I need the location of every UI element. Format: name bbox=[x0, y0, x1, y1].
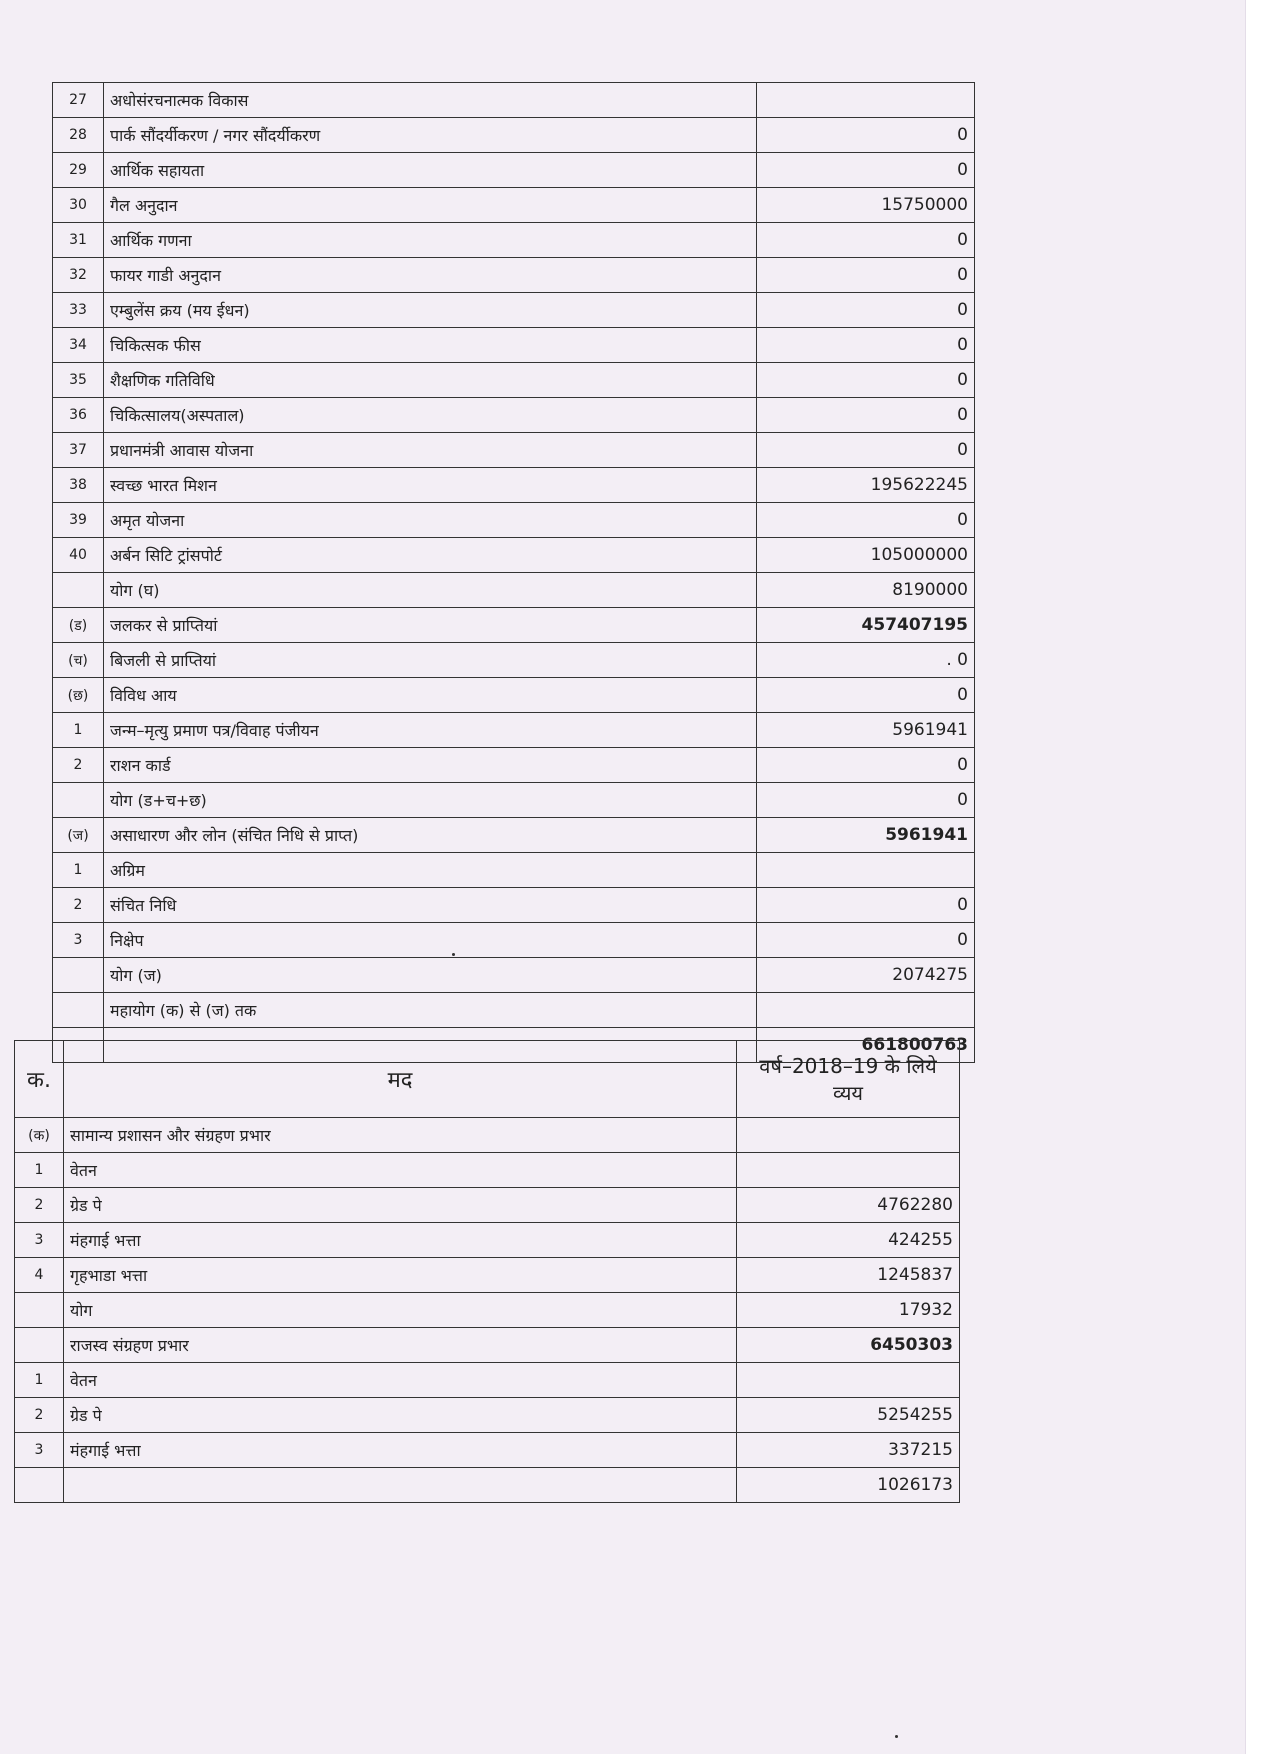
row-amount: 6450303 bbox=[737, 1328, 960, 1363]
row-serial bbox=[53, 993, 104, 1028]
row-amount bbox=[737, 1363, 960, 1398]
row-serial bbox=[15, 1328, 64, 1363]
row-serial: 38 bbox=[53, 468, 104, 503]
row-amount: 1245837 bbox=[737, 1258, 960, 1293]
row-amount: 0 bbox=[757, 503, 975, 538]
row-amount: 0 bbox=[757, 153, 975, 188]
table-row bbox=[15, 1293, 960, 1328]
row-serial: (क) bbox=[15, 1118, 64, 1153]
row-serial: 2 bbox=[15, 1398, 64, 1433]
scan-speck bbox=[895, 1735, 898, 1738]
row-serial: 3 bbox=[15, 1223, 64, 1258]
header-expense-year: वर्ष–2018–19 के लिये व्यय bbox=[737, 1041, 960, 1118]
row-serial: 29 bbox=[53, 153, 104, 188]
table-row bbox=[53, 643, 975, 678]
row-amount: 195622245 bbox=[757, 468, 975, 503]
table-row bbox=[53, 328, 975, 363]
row-amount: 17932 bbox=[737, 1293, 960, 1328]
row-amount: 8190000 bbox=[757, 573, 975, 608]
table-row bbox=[15, 1118, 960, 1153]
row-item: जन्म–मृत्यु प्रमाण पत्र/विवाह पंजीयन bbox=[104, 713, 757, 748]
row-amount: 457407195 bbox=[757, 608, 975, 643]
row-item: योग (घ) bbox=[104, 573, 757, 608]
row-serial: 2 bbox=[53, 748, 104, 783]
row-item: आर्थिक गणना bbox=[104, 223, 757, 258]
row-amount: 15750000 bbox=[757, 188, 975, 223]
table-row bbox=[15, 1258, 960, 1293]
table-row bbox=[53, 818, 975, 853]
row-item: आर्थिक सहायता bbox=[104, 153, 757, 188]
row-item: शैक्षणिक गतिविधि bbox=[104, 363, 757, 398]
table-row bbox=[53, 153, 975, 188]
row-serial: (छ) bbox=[53, 678, 104, 713]
row-item: चिकित्सालय(अस्पताल) bbox=[104, 398, 757, 433]
row-serial: 39 bbox=[53, 503, 104, 538]
row-amount: 0 bbox=[757, 363, 975, 398]
table-row bbox=[53, 608, 975, 643]
row-item: योग (ड+च+छ) bbox=[104, 783, 757, 818]
row-item: मंहगाई भत्ता bbox=[64, 1433, 737, 1468]
row-serial bbox=[53, 573, 104, 608]
header-row bbox=[15, 1041, 960, 1118]
table-row bbox=[53, 398, 975, 433]
scan-speck bbox=[452, 953, 455, 956]
table-row bbox=[53, 783, 975, 818]
row-amount: 5961941 bbox=[757, 818, 975, 853]
row-serial: (ज) bbox=[53, 818, 104, 853]
table-row bbox=[53, 993, 975, 1028]
table-row bbox=[53, 188, 975, 223]
row-amount: 5961941 bbox=[757, 713, 975, 748]
row-item: ग्रेड पे bbox=[64, 1188, 737, 1223]
table-row bbox=[53, 573, 975, 608]
row-item: सामान्य प्रशासन और संग्रहण प्रभार bbox=[64, 1118, 737, 1153]
row-item: वेतन bbox=[64, 1363, 737, 1398]
row-item: चिकित्सक फीस bbox=[104, 328, 757, 363]
row-serial: (ड) bbox=[53, 608, 104, 643]
table-row bbox=[15, 1153, 960, 1188]
table-row bbox=[53, 83, 975, 118]
row-amount: 0 bbox=[757, 118, 975, 153]
row-serial bbox=[15, 1293, 64, 1328]
table-row bbox=[15, 1468, 960, 1503]
table-row bbox=[53, 853, 975, 888]
table-row bbox=[53, 503, 975, 538]
row-amount bbox=[737, 1153, 960, 1188]
row-item: स्वच्छ भारत मिशन bbox=[104, 468, 757, 503]
row-amount: 661800763 bbox=[757, 1028, 975, 1063]
table-row bbox=[53, 713, 975, 748]
row-item: असाधारण और लोन (संचित निधि से प्राप्त) bbox=[104, 818, 757, 853]
row-item: बिजली से प्राप्तियां bbox=[104, 643, 757, 678]
row-serial: 37 bbox=[53, 433, 104, 468]
row-amount: 0 bbox=[757, 258, 975, 293]
row-serial: 33 bbox=[53, 293, 104, 328]
row-item: राशन कार्ड bbox=[104, 748, 757, 783]
row-serial: 34 bbox=[53, 328, 104, 363]
row-item: संचित निधि bbox=[104, 888, 757, 923]
row-amount: 0 bbox=[757, 328, 975, 363]
row-amount: 0 bbox=[757, 398, 975, 433]
table-row bbox=[15, 1223, 960, 1258]
row-item: फायर गाडी अनुदान bbox=[104, 258, 757, 293]
row-item: ग्रेड पे bbox=[64, 1398, 737, 1433]
row-serial: 35 bbox=[53, 363, 104, 398]
header-item: मद bbox=[64, 1041, 737, 1118]
table-row bbox=[53, 678, 975, 713]
row-item: निक्षेप bbox=[104, 923, 757, 958]
row-item: योग (ज) bbox=[104, 958, 757, 993]
row-item: अर्बन सिटि ट्रांसपोर्ट bbox=[104, 538, 757, 573]
row-serial: 1 bbox=[53, 853, 104, 888]
header-serial: क. bbox=[15, 1041, 64, 1118]
table-row bbox=[53, 958, 975, 993]
row-amount bbox=[737, 1118, 960, 1153]
row-amount: . 0 bbox=[757, 643, 975, 678]
row-item: मंहगाई भत्ता bbox=[64, 1223, 737, 1258]
table-row bbox=[53, 538, 975, 573]
row-amount bbox=[757, 83, 975, 118]
receipts-table bbox=[52, 82, 975, 1063]
table-row bbox=[15, 1363, 960, 1398]
row-serial: 4 bbox=[15, 1258, 64, 1293]
row-amount: 4762280 bbox=[737, 1188, 960, 1223]
table-row bbox=[53, 118, 975, 153]
row-serial: 32 bbox=[53, 258, 104, 293]
row-item: वेतन bbox=[64, 1153, 737, 1188]
row-serial: 2 bbox=[15, 1188, 64, 1223]
row-serial: 3 bbox=[53, 923, 104, 958]
expenditure-table bbox=[14, 1040, 960, 1503]
row-item: अग्रिम bbox=[104, 853, 757, 888]
row-amount: 0 bbox=[757, 223, 975, 258]
row-item: अधोसंरचनात्मक विकास bbox=[104, 83, 757, 118]
table-row bbox=[53, 223, 975, 258]
table-row bbox=[15, 1188, 960, 1223]
table-row bbox=[53, 433, 975, 468]
row-amount: 2074275 bbox=[757, 958, 975, 993]
row-serial: 2 bbox=[53, 888, 104, 923]
row-amount: 0 bbox=[757, 433, 975, 468]
row-item: गैल अनुदान bbox=[104, 188, 757, 223]
row-serial: 30 bbox=[53, 188, 104, 223]
table-row bbox=[53, 923, 975, 958]
row-item bbox=[64, 1468, 737, 1503]
row-amount: 105000000 bbox=[757, 538, 975, 573]
row-amount: 0 bbox=[757, 783, 975, 818]
row-amount: 424255 bbox=[737, 1223, 960, 1258]
row-serial: (च) bbox=[53, 643, 104, 678]
row-amount: 0 bbox=[757, 293, 975, 328]
table-row bbox=[15, 1433, 960, 1468]
table-row bbox=[53, 293, 975, 328]
row-serial: 1 bbox=[15, 1363, 64, 1398]
row-amount bbox=[757, 993, 975, 1028]
row-amount: 0 bbox=[757, 678, 975, 713]
row-item: अमृत योजना bbox=[104, 503, 757, 538]
row-serial: 36 bbox=[53, 398, 104, 433]
row-amount: 337215 bbox=[737, 1433, 960, 1468]
table-row bbox=[53, 258, 975, 293]
table-row bbox=[53, 363, 975, 398]
table-row bbox=[15, 1398, 960, 1433]
row-amount: 5254255 bbox=[737, 1398, 960, 1433]
row-serial: 1 bbox=[15, 1153, 64, 1188]
row-amount: 0 bbox=[757, 748, 975, 783]
row-amount bbox=[757, 853, 975, 888]
row-serial: 40 bbox=[53, 538, 104, 573]
row-item: पार्क सौंदर्यीकरण / नगर सौंदर्यीकरण bbox=[104, 118, 757, 153]
row-item: राजस्व संग्रहण प्रभार bbox=[64, 1328, 737, 1363]
row-item: एम्बुलेंस क्रय (मय ईधन) bbox=[104, 293, 757, 328]
row-item: महायोग (क) से (ज) तक bbox=[104, 993, 757, 1028]
row-item: योग bbox=[64, 1293, 737, 1328]
row-serial: 27 bbox=[53, 83, 104, 118]
row-serial bbox=[15, 1468, 64, 1503]
row-serial: 3 bbox=[15, 1433, 64, 1468]
table-row bbox=[53, 468, 975, 503]
row-amount: 0 bbox=[757, 888, 975, 923]
row-serial: 31 bbox=[53, 223, 104, 258]
row-serial bbox=[53, 783, 104, 818]
row-serial: 1 bbox=[53, 713, 104, 748]
row-item: जलकर से प्राप्तियां bbox=[104, 608, 757, 643]
row-amount: 1026173 bbox=[737, 1468, 960, 1503]
row-serial bbox=[53, 958, 104, 993]
row-item: गृहभाडा भत्ता bbox=[64, 1258, 737, 1293]
row-item: प्रधानमंत्री आवास योजना bbox=[104, 433, 757, 468]
row-serial: 28 bbox=[53, 118, 104, 153]
row-amount: 0 bbox=[757, 923, 975, 958]
table-row bbox=[53, 888, 975, 923]
table-row bbox=[53, 748, 975, 783]
page-edge bbox=[1245, 0, 1264, 1754]
table-row bbox=[15, 1328, 960, 1363]
row-item: विविध आय bbox=[104, 678, 757, 713]
